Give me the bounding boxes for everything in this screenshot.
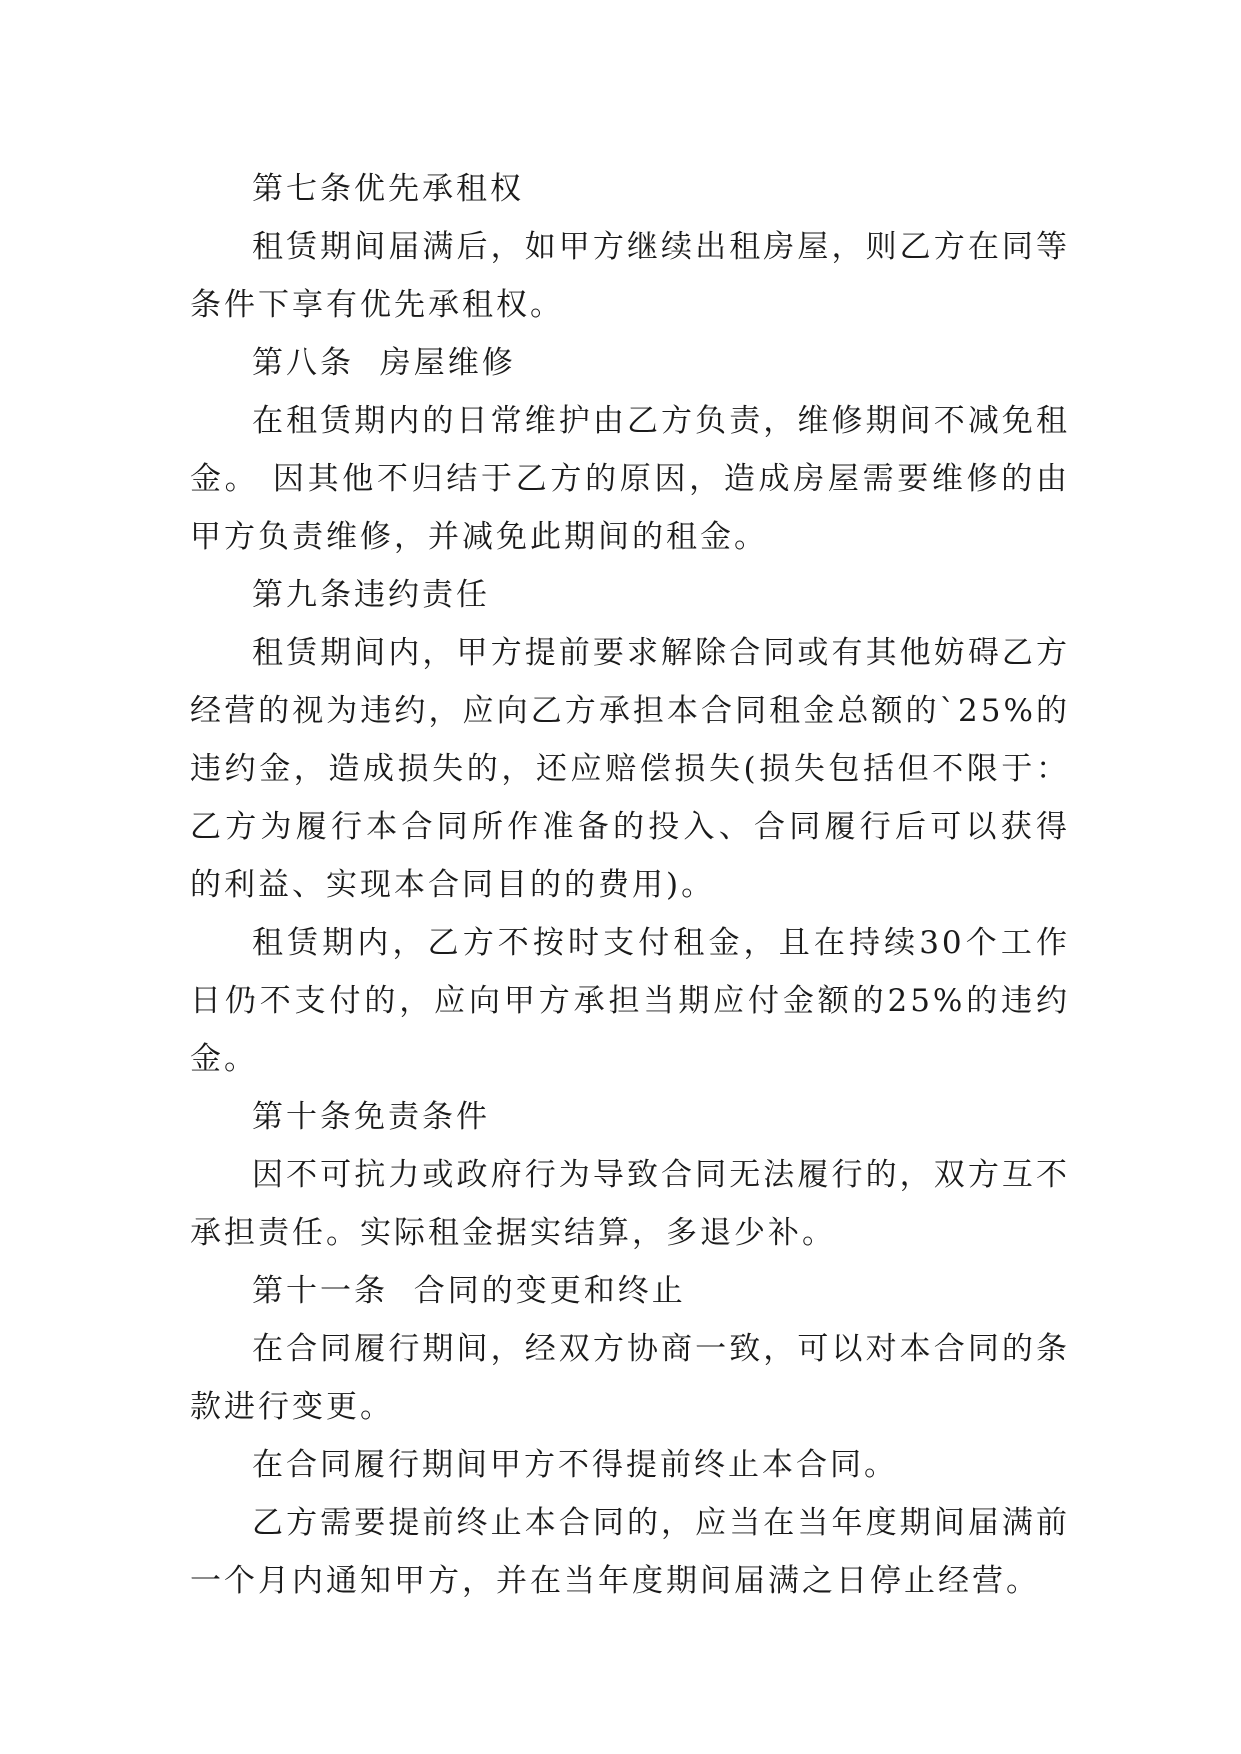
article-8-heading: 第八条 房屋维修 [252, 345, 516, 381]
article-11-paragraph-3: 乙方需要提前终止本合同的，应当在当年度期间届满前一个月内通知甲方，并在当年度期间届满之日停止经营。 [190, 1505, 1070, 1599]
article-9-heading: 第九条违约责任 [252, 577, 490, 613]
article-11-paragraph-1: 在合同履行期间，经双方协商一致，可以对本合同的条款进行变更。 [190, 1331, 1070, 1425]
article-11-paragraph-2: 在合同履行期间甲方不得提前终止本合同。 [252, 1447, 898, 1483]
article-7-heading: 第七条优先承租权 [252, 171, 524, 207]
article-7-paragraph: 租赁期间届满后，如甲方继续出租房屋，则乙方在同等条件下享有优先承租权。 [190, 229, 1070, 323]
article-8-paragraph: 在租赁期内的日常维护由乙方负责，维修期间不减免租金。 因其他不归结于乙方的原因，造成房屋需要维修的由甲方负责维修，并减免此期间的租金。 [190, 403, 1070, 555]
document-body [190, 160, 1070, 1610]
article-11-heading: 第十一条 合同的变更和终止 [252, 1273, 686, 1309]
article-10-heading: 第十条免责条件 [252, 1099, 490, 1135]
article-9-paragraph-1: 租赁期间内，甲方提前要求解除合同或有其他妨碍乙方经营的视为违约，应向乙方承担本合同租金总额的`25%的违约金，造成损失的，还应赔偿损失(损失包括但不限于：乙方为履行本合同所作准备的投入、合同履行后可以获得的利益、实现本合同目的的费用)。 [190, 635, 1070, 903]
article-9-paragraph-2: 租赁期内，乙方不按时支付租金，且在持续30个工作日仍不支付的，应向甲方承担当期应付金额的25%的违约金。 [190, 925, 1070, 1077]
article-10-paragraph: 因不可抗力或政府行为导致合同无法履行的，双方互不承担责任。实际租金据实结算，多退少补。 [190, 1157, 1070, 1251]
